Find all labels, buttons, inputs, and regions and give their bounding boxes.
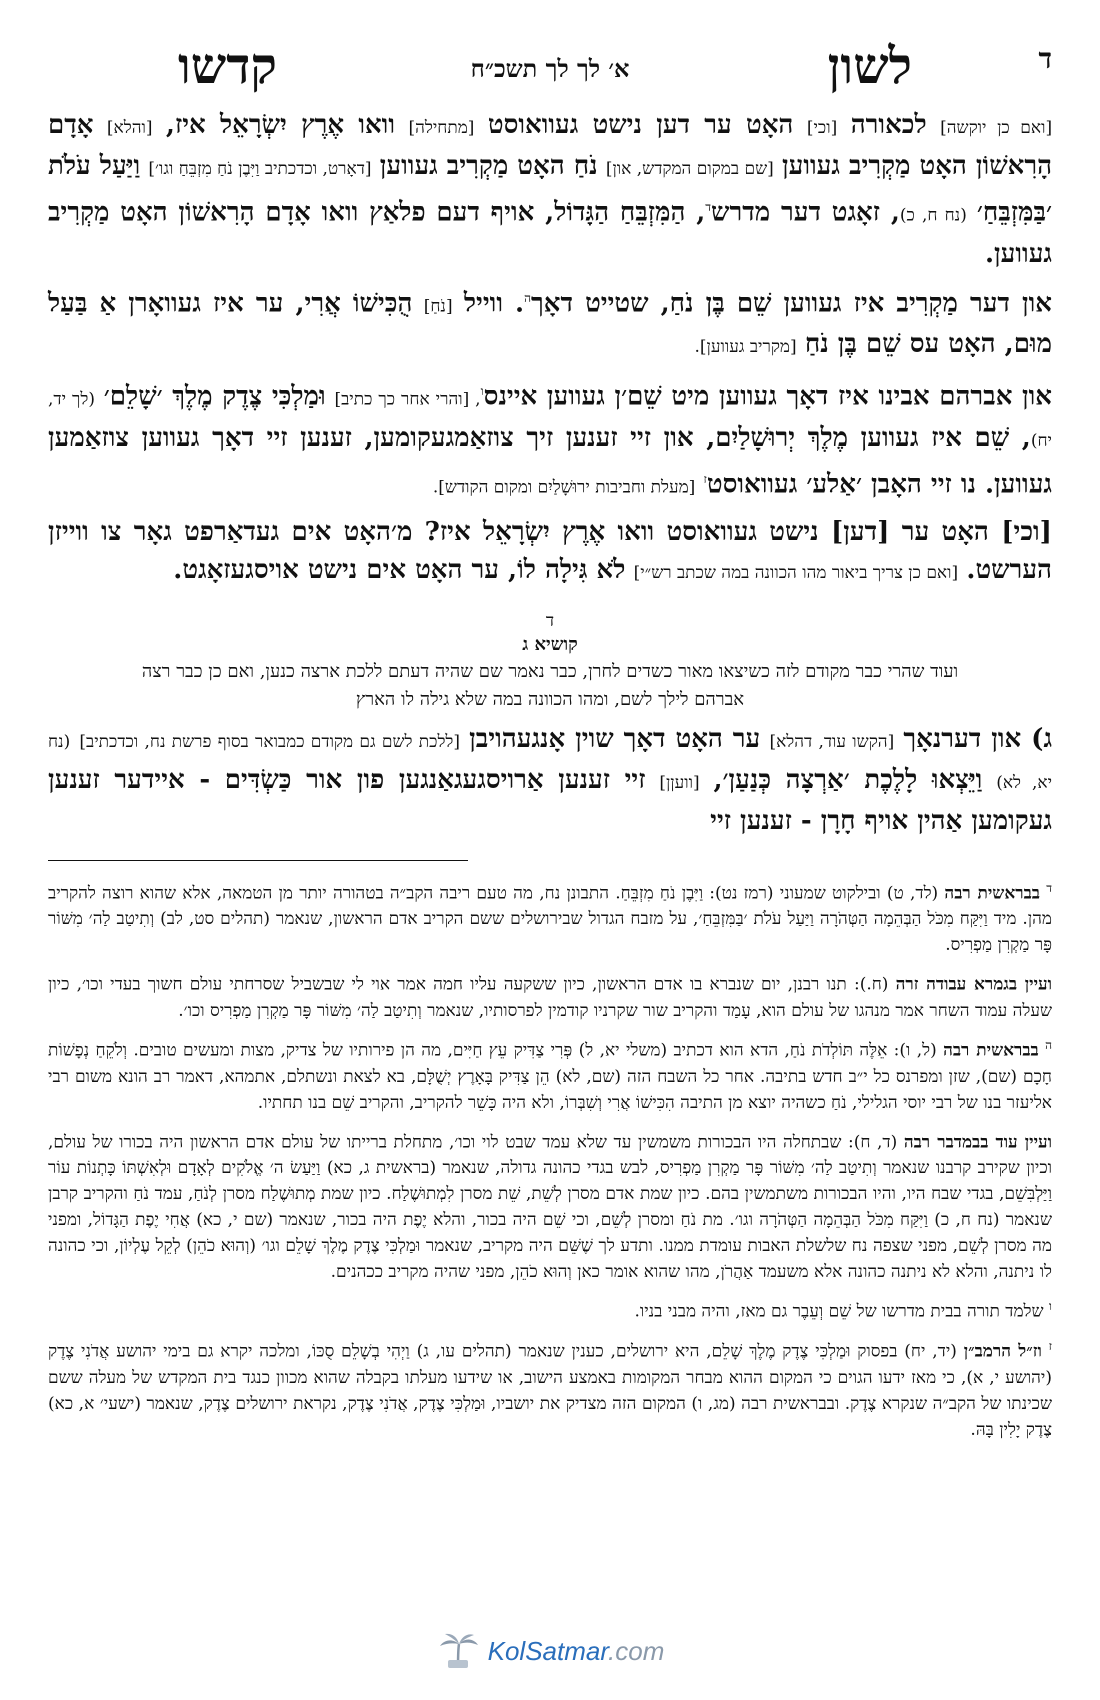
source-ref: (ד, ח) bbox=[853, 1132, 898, 1153]
bold-phrase: [וכי] האָט ער [דען] נישט געוואוסט וואו אֶרֶץ יִשְׂרָאֵל איז? מ׳האָט אים געדאַרפט גאָר צו ווייזן הערשט. bbox=[48, 516, 1052, 585]
bold-phrase: און אברהם אבינו איז דאָך געווען מיט שֵׁם׳ן געווען איינס bbox=[483, 381, 1052, 412]
footnote-body: : אֵלֶּה תּוֹלְדֹת נֹחַ, הדא הוא דכתיב (משלי יא, ל) פְּרִי צַדִּיק עֵץ חַיִּים, מה הן פירותיו של צדיק, מצות ומעשים טובים. וְלֹקֵחַ נְפָשׁוֹת חָכָם (שם), שזן ומפרנס כל י״ב חדש בתיבה. אחר כל השבח הזה (שם, לא) הֵן צַדִּיק בָּאָרֶץ יְשֻׁלָּם, בא לצאת ונשתלם, אתמהא, דאמר רב הונא משום רבי אליעזר בנו של רבי יוסי הגלילי, נֹחַ כשהיה יוצא מן התיבה הִכִּישׁוֹ אֲרִי וְשִׁבְּרוֹ, ולא היה כָּשֵׁר להקריב, והקריב שֵׁם בנו תחתיו. bbox=[48, 1040, 1052, 1113]
bracket-gloss: [ללכת לשם גם מקודם כמבואר בסוף פרשת נח, וכדכתיב] bbox=[79, 731, 461, 752]
footnote-mark: ז bbox=[703, 471, 707, 486]
source-ref: (יד, יח) bbox=[904, 1341, 957, 1362]
paragraph-4 bbox=[48, 513, 1052, 592]
running-title-center: א׳ לך לך תשכ״ח bbox=[470, 54, 630, 83]
bold-phrase: נֹחַ האָט מַקְרִיב געווען bbox=[379, 151, 598, 181]
bracket-gloss: [הקשו עוד, דהלא] bbox=[769, 731, 895, 752]
bold-phrase: , זאָגט דער מדרש bbox=[711, 197, 900, 228]
logo-name: KolSatmar bbox=[487, 1635, 609, 1666]
footnote-mark: ו bbox=[1048, 1299, 1052, 1314]
bold-phrase: וַיֵּצְאוּ לָלֶכֶת ׳אַרְצָה כְּנַעַן׳, bbox=[713, 764, 983, 795]
page-header bbox=[48, 36, 1052, 106]
bold-phrase: און דער מַקְרִיב איז געווען שֵׁם בֶּן נֹחַ, שטייט דאָך bbox=[531, 288, 1052, 319]
page-number: ד bbox=[1038, 42, 1052, 75]
palm-tree-icon bbox=[436, 1632, 480, 1670]
footnote-mark: ד bbox=[1046, 880, 1053, 895]
footnote-body: ובילקוט שמעוני (רמז נט): וַיִּבֶן נֹחַ מִזְבֵּחַ. התבונן נח, מה טעם ריבה הקב״ה בטהורה יותר מן הטמאה, אלא שהוא רוצה להקריב מהן. מיד וַיִּקַּח מִכֹּל הַבְּהֵמָה הַטְּהֹרָה וַיַּעַל עֹלֹת ׳בַּמִּזְבֵּחַ׳, על מזבח הגדול שבירושלים ששם הקריב אדם הראשון, שנאמר (תהלים סט, לב) וְתִיטַב לַה׳ מִשּׁוֹר פָּר מַקְרִן מַפְרִיס. bbox=[48, 883, 1052, 956]
footnote-lead: ועיין עוד בבמדבר רבה bbox=[903, 1132, 1052, 1153]
footnote-mark: ד bbox=[705, 200, 712, 214]
site-logo bbox=[48, 1632, 1052, 1670]
paragraph-3 bbox=[48, 372, 1052, 506]
footnote-divider-wrap bbox=[48, 840, 1052, 875]
bracket-gloss: , [והרי אחר כך כתיב] bbox=[334, 389, 481, 410]
footnote-mark: ז bbox=[1048, 1338, 1052, 1353]
bracket-gloss: [מעלת וחביבות ירוּשָׁלַיִם ומקום הקודש]. bbox=[432, 477, 696, 498]
question-summary: ועוד שהרי כבר מקודם לזה כשיצאו מאור כשדים לחרן, כבר נאמר שם שהיה דעתם ללכת ארצה כנען, ואם כן כבר רצה אברהם לילך לשם, ומהו הכוונה במה שלא גילה לו הארץ bbox=[141, 660, 959, 710]
bold-phrase: וּמַלְכִּי צֶדֶק מֶלֶךְ ׳שָׁלֵם׳ bbox=[103, 381, 326, 412]
bracket-gloss: [נֹחַ] bbox=[423, 296, 453, 317]
paragraph-1 bbox=[48, 106, 1052, 273]
bold-phrase: הֻכִּישׁוֹ אֲרִי, ער איז געוואָרן אַ בַּעַל מוּם, האָט עס שֵׁם בֶּן נֹחַ bbox=[48, 288, 1052, 360]
footnote-lead: וז״ל הרמב״ן bbox=[963, 1341, 1042, 1362]
footnote-lead: ועיין בגמרא עבודה זרה bbox=[895, 974, 1053, 995]
source-ref: (לך יד, יח) bbox=[48, 389, 1052, 451]
bracket-gloss: [ואם כן צריך ביאור מהו הכוונה במה שכתב רש״י] bbox=[633, 562, 959, 583]
footnote-body: : תנו רבנן, יום שנברא בו אדם הראשון, כיון ששקעה עליו חמה אמר אוי לי שבשביל שסרחתי עולם חשוך בעדי וכו׳, כיון שעלה עמוד השחר אמר מנהגו של עולם הוא, עָמַד והקריב שור שקרניו קודמין לפרסותיו, שנאמר וְתִיטַב לַה׳ מִשּׁוֹר פָּר מַקְרִן מַפְרִיס וכו׳. bbox=[48, 974, 1052, 1021]
bold-phrase: ער האָט דאָך שוין אָנגעהויבן bbox=[469, 723, 761, 754]
bracket-gloss: [וועןן] bbox=[659, 772, 700, 793]
paragraph-2 bbox=[48, 279, 1052, 367]
bold-phrase: ג) און דערנאָך bbox=[903, 723, 1053, 754]
footnote-body: בפסוק וּמַלְכִּי צֶדֶק מֶלֶךְ שָׁלֵם, היא ירושלים, כענין שנאמר (תהלים עו, ג) וַיְהִי בְשָׁלֵם סֻכּוֹ, ומלכה יקרא גם בימי יהושע אֲדֹנִי צֶדֶק (יהושע י, א), כי מאז ידעו הגוים כי המקום ההוא מבחר המקומות באמצע הישוב, או שידעו מעלתו בקבלה שהוא מכוון כנגד בית המקדש של מעלה ששם שכינתו של הקב״ה שנקרא צֶדֶק. ובבראשית רבה (מג, ו) המקום הזה מצדיק את יושביו, וּמַלְכִּי צֶדֶק, אֲדֹנִי צֶדֶק, נקראת ירושלים צֶדֶק, שנאמר (ישעי׳ א, כא) צֶדֶק יָלִין בָּהּ. bbox=[48, 1341, 1052, 1440]
footnote bbox=[48, 1124, 1052, 1286]
section-separator bbox=[48, 610, 1052, 714]
bracket-gloss: [מקריב געווען]. bbox=[694, 337, 797, 358]
running-title-left: קדשו bbox=[178, 36, 277, 95]
section-mark: ד bbox=[545, 610, 555, 631]
footnote-body: : שבתחלה היו הבכורות משמשין עד שלא עמד שבט לוי וכו׳, מתחלת ברייתו של עולם אדם הראשון היה בכורו של עולם, וכיון שקירב קרבנו שנאמר וְתִיטַב לַה׳ מִשּׁוֹר פָּר מַקְרִן מַפְרִיס, לבש בגדי כהונה גדולה, שנאמר (בראשית ג, כא) וַיַּעַשׂ ה׳ אֱלֹקִים לְאָדָם וּלְאִשְׁתּוֹ כָּתְנוֹת עוֹר וַיַּלְבִּשֵׁם, בגדי שבח היו, והיו הבכורות משתמשין בהם. כיון שמת אדם מסרן לְשֵׁת, שֵׁת מסרן לִמְתוּשֶׁלַח. כיון שמת מְתוּשֶׁלַח מסרן לְנֹחַ, עמד נֹחַ והקריב קרבן שנאמר (נח ח, כ) וַיִּקַּח מִכֹּל הַבְּהֵמָה הַטְּהֹרָה וגו׳. מת נֹחַ ומסרן לְשֵׁם, וכי שֵׁם היה בכור, והלא יֶפֶת היה בכור, שנאמר (שם י, כא) אֲחִי יֶפֶת הַגָּדוֹל, ומפני מה מסרן לְשֵׁם, מפני שצפה נח שלשלת האבות עומדת ממנו. ותדע לך שֶׁשֵּׁם היה מקריב, שנאמר וּמַלְכִּי צֶדֶק מֶלֶךְ שָׁלֵם וגו׳ (וְהוּא כֹהֵן) לְקֵל עֶלְיוֹן, וכי כהונה לו ניתנה, והלא לא ניתנה כהונה אלא משעמד אַהֲרֹן, מהו שהוא אומר כאן וְהוּא כֹהֵן, מפני שהיה מקריב ככהנים. bbox=[48, 1132, 1052, 1283]
main-text bbox=[48, 106, 1052, 592]
footnote-divider bbox=[48, 860, 468, 861]
footnote-lead: בבראשית רבה bbox=[944, 883, 1040, 904]
bold-phrase: לֹא גִּילָה לוֹ bbox=[517, 554, 626, 585]
bold-phrase: האָט ער דען נישט געוואוסט bbox=[487, 110, 794, 140]
paragraph-5 bbox=[48, 720, 1052, 840]
source-ref: (נח ח, כ) bbox=[899, 205, 967, 226]
section-title: קושיא ג bbox=[522, 633, 578, 655]
footnote-lead: בבראשית רבה bbox=[943, 1040, 1039, 1061]
source-ref: (ל, ו) bbox=[899, 1040, 937, 1061]
bold-phrase: זיי זענען אַרויסגעגאַנגען פון אור כַּשְׂדִּים - איידער זענען געקומען אַהין אויף חָרָן - זענען זיי bbox=[48, 764, 1052, 836]
page bbox=[48, 36, 1052, 1680]
bold-phrase: . נו זיי האָבן ׳אַלע׳ געוואוסט bbox=[706, 469, 995, 500]
bracket-gloss: [ואם כן יוקשה] bbox=[940, 118, 1053, 138]
footnote bbox=[48, 875, 1052, 959]
footnote bbox=[48, 1032, 1052, 1116]
bold-phrase: , הַמִּזְבֵּחַ הַגָּדוֹל, אויף דעם פלאַץ וואו אָדָם הָרִאשׁוֹן האָט מַקְרִיב געווען. bbox=[48, 197, 1052, 269]
bold-phrase: לכאורה bbox=[850, 110, 927, 140]
logo-domain: .com bbox=[608, 1635, 665, 1666]
bold-phrase: וואו אֶרֶץ יִשְׂרָאֵל איז, bbox=[165, 110, 395, 140]
bold-phrase: . ווייל bbox=[463, 288, 525, 319]
footnote bbox=[48, 1293, 1052, 1325]
footnotes bbox=[48, 875, 1052, 1443]
bracket-gloss: [שם במקום המקדש, און] bbox=[605, 159, 774, 179]
footnote bbox=[48, 1333, 1052, 1443]
source-ref: (ח.) bbox=[859, 974, 889, 995]
footnote bbox=[48, 966, 1052, 1024]
logo-text bbox=[488, 1636, 665, 1667]
bold-phrase: וַיַּעַל עֹלֹת ׳בַּמִּזְבֵּחַ׳ bbox=[48, 151, 1052, 228]
bold-phrase: אָדָם הָרִאשׁוֹן האָט מַקְרִיב געווען bbox=[48, 110, 1053, 181]
running-title-right: לשון bbox=[827, 36, 912, 95]
footnote-body: שלמד תורה בבית מדרשו של שֵׁם וְעֵבֶר גם מאז, והיה מבני בניו. bbox=[634, 1301, 1044, 1322]
footnote-mark: ה bbox=[524, 290, 532, 305]
bold-phrase: , שֵׁם איז געווען מֶלֶךְ יְרוּשָׁלַיִם, און זיי זענען זיך צוזאַמגעקומען, זענען זיי דאָך געווען צוזאַמען געווען bbox=[48, 422, 1052, 500]
bold-phrase: , ער האָט אים נישט אויסגעזאָגט. bbox=[173, 554, 518, 585]
bracket-gloss: [מתחילה] bbox=[408, 118, 475, 138]
footnote-mark: ו bbox=[480, 384, 484, 399]
bracket-gloss: [דאָרט, וכדכתיב וַיִּבֶן נֹחַ מִזְבֵּחַ וגו׳] bbox=[148, 159, 372, 179]
bracket-gloss: [וכי] bbox=[806, 118, 838, 138]
footnote-mark: ה bbox=[1045, 1037, 1053, 1052]
bracket-gloss: [והלא] bbox=[106, 118, 153, 138]
source-ref: (לד, ט) bbox=[886, 883, 939, 904]
main-text-continued bbox=[48, 720, 1052, 840]
source-ref: (נח יא, לא) bbox=[48, 731, 1053, 793]
